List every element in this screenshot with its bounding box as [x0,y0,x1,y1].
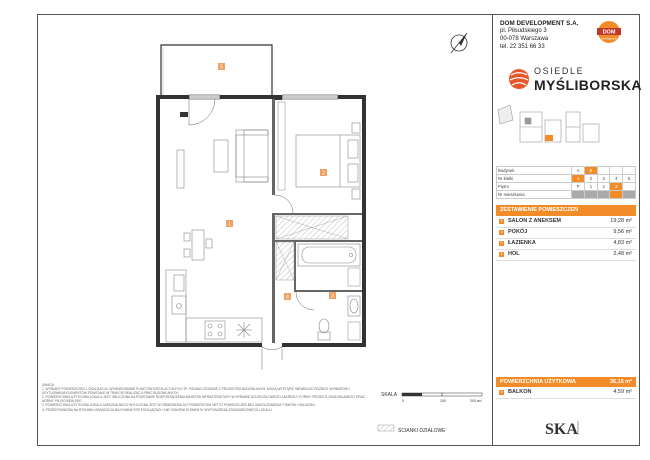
cell: 1 [585,183,598,191]
balcony-door-swing [189,99,215,125]
cell [623,167,636,175]
notes [42,383,372,412]
north-arrow-icon [451,33,467,53]
room-name: HOL [508,251,520,257]
sofa [236,130,268,182]
bed [296,123,360,199]
room-row [496,249,636,261]
cell: 2 [585,175,598,183]
usable-area-bar [496,377,636,387]
dom-development-logo [594,21,624,43]
bathroom-door-swing [296,292,314,310]
developer-phone: tel. 22 351 66 33 [500,44,545,50]
row-label: Nr mieszkania [497,191,572,199]
cell [623,183,636,191]
location-table [496,166,636,199]
toilet [318,319,330,340]
usable-area-label: POWIERZCHNIA UŻYTKOWA [500,379,576,385]
note-item: 1. WYMIARY POMIESZCZEŃ, LOKALIZACJA, WYMIAROWANIE PUNKTÓW INSTALACYJNYCH ITP. PODANO ZGODNIE Z PROJEKTEM BUDOWLANYM. MOGĄ WYSTĄPIĆ NIEWIELKIE RÓŻNICE WYMIARÓW I USYTUOWANIA ELEMENTÓW POWSTAŁE W TRAKCIE REALIZACJI PRAC BUDOWLANYCH. [42,387,350,396]
scale-label: SKALA [381,392,398,398]
room-num: 2 [500,230,503,234]
cell: 2 [597,183,610,191]
room-num: 4 [500,252,503,256]
room-label-5: 5 [220,64,223,71]
cell [585,191,598,199]
balcony [161,45,272,96]
cell-active: B [585,167,598,175]
rooms-section-title: ZESTAWIENIE POMIESZCZEŃ [496,205,636,216]
coffee-table [214,140,228,172]
cell: 4 [610,175,623,183]
ska-logo-text: SKA [545,421,578,438]
bedroom-door-swing [275,195,293,213]
cell [597,191,610,199]
balcony-row [496,387,636,399]
scale-tick-1: 100 [440,399,446,403]
balcony-name: BALKON [508,389,532,395]
row-floor [497,183,636,191]
room-name: ŁAZIENKA [508,240,536,246]
estate-logo-line1: OSIEDLE [534,66,585,76]
room-label-4: 4 [286,294,289,301]
balcony-area: 4,59 m² [613,389,632,395]
legend-swatch [378,425,394,431]
cell-active: 1 [572,175,585,183]
cell-active [610,191,623,199]
washbasin [348,296,360,316]
row-label: Nr klatki [497,175,572,183]
room-area: 9,56 m² [613,229,632,235]
room-label-1: 1 [228,221,231,228]
room-num: 3 [500,241,503,245]
wardrobe [278,102,285,190]
cell [610,167,623,175]
scale-tick-2: 200 cm [470,399,482,403]
tv-unit [177,150,184,188]
room-label-2: 2 [322,170,325,177]
ska-architects-logo [543,417,583,439]
cell: A [572,167,585,175]
dining-table [184,230,212,260]
developer-address-2: 00-078 Warszawa [500,36,549,42]
row-label: Budynek [497,167,572,175]
cell: 3 [597,175,610,183]
usable-area-value: 36,15 m² [609,379,632,385]
cell: 5 [623,175,636,183]
scale-tick-0: 0 [402,399,404,403]
estate-logo [508,64,642,96]
note-item: 3. POWIERZCHNIA UŻYTKOWA LOKALU MIESZKALNEGO WYLICZONA JEST W ODNIESIENIU DO POWIERZCHNI NETTO POMIESZCZEŃ BEZ UWZGLĘDNIENIA TYNKÓW I OKŁADZIN. [42,403,316,408]
balcony-num: 5 [500,390,503,394]
entrance-door-swing [262,347,282,370]
room-num: 1 [500,219,503,223]
bath-cabinet [348,268,360,286]
cell [623,191,636,199]
row-label: Piętro [497,183,572,191]
row-building [497,167,636,175]
key-plan [498,105,599,142]
developer-name: DOM DEVELOPMENT S.A. [500,20,579,27]
washing-machine [348,322,360,340]
row-stairwell [497,175,636,183]
room-area: 19,28 m² [610,218,632,224]
row-apartment [497,191,636,199]
room-name: POKÓJ [508,229,528,235]
room-area: 2,48 m² [613,251,632,257]
room-name: SALON Z ANEKSEM [508,218,561,224]
bathtub [298,244,360,266]
dom-badge-text: DOM [602,29,616,36]
scale-bar [402,393,482,403]
note-heading: UWAGA: [42,383,55,387]
estate-logo-icon [508,66,530,92]
legend-label: ŚCIANKI DZIAŁOWE [398,428,446,434]
estate-logo-line2: MYŚLIBORSKA [534,77,642,93]
cell-active: 3 [610,183,623,191]
cell: P [572,183,585,191]
dom-badge-sub: development [601,37,617,41]
cell [572,191,585,199]
note-item: 4. PRZEDSTAWIONA NA RYSUNKU ARANŻACJA MA CHARAKTER POGLĄDOWY I NIE STANOWI ELEMENTU WYPOSAŻENIA STANDARDOWEGO LOKALU. [42,407,273,412]
developer-address-1: pl. Piłsudskiego 3 [500,28,547,34]
cell [597,167,610,175]
room-area: 4,83 m² [613,240,632,246]
room-label-3: 3 [331,293,334,300]
note-item: 2. POWIERZCHNIA UŻYTKOWA LOKALU JEST OBLICZONA NA PODSTAWIE ROZPORZĄDZENIA MINISTRA INFRASTRUKTURY W SPRAWIE SZCZEGÓŁOWEGO ZAKRESU I FORMY PROJEKTU BUDOWLANEGO ORAZ NORMY PN-ISO 9836:1997. [42,395,365,404]
kitchen-counter [166,270,262,342]
